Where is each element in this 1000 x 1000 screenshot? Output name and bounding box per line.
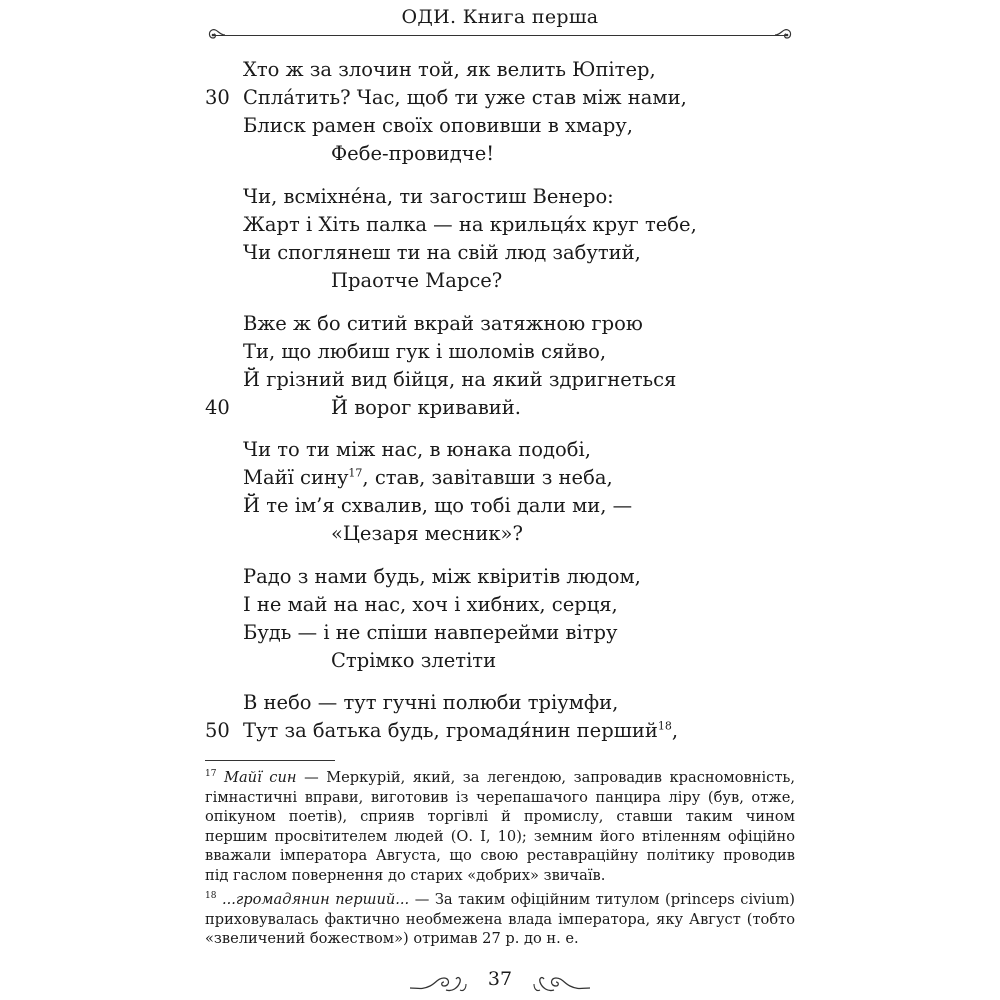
footnote-number: 17 [205,769,217,780]
poem-line [0,366,1000,394]
poem-line [0,647,1000,675]
poem-line [0,436,1000,464]
footnote-term: ...громадянин перший... [221,891,410,908]
poem-line [0,464,1000,492]
poem-line [0,56,1000,84]
footnote-ref[interactable]: 17 [348,466,363,480]
poem-line [0,338,1000,366]
poem-line [0,140,1000,168]
line-text: Блиск рамен своїх оповивши в хмару, [243,114,633,137]
line-text: Праотче Марсе? [331,269,503,292]
poem-line [0,394,1000,422]
poem-line [0,591,1000,619]
scroll-ornament-icon [205,24,227,46]
footnote-separator [205,760,335,761]
header-rule [213,35,787,36]
footnote [205,890,795,949]
poem-line [0,310,1000,338]
poem-line [0,520,1000,548]
poem-line [0,689,1000,717]
poem-line [0,267,1000,295]
poem-line [0,717,1000,745]
poem-line [0,563,1000,591]
line-number: 30 [205,86,230,109]
line-text-part: Майї сину [243,466,349,489]
line-text: Радо з нами будь, між квіритів людом, [243,565,641,588]
page-number: 37 [487,968,513,990]
line-text: Й те ім’я схвалив, що тобі дали ми, — [243,494,633,517]
line-text: Будь — і не спіши навперейми вітру [243,621,618,644]
line-text: Ти, що любиш гук і шоломів сяйво, [243,340,607,363]
line-text [243,464,613,492]
poem-line [0,112,1000,140]
header-title: ОДИ. Книга перша [401,6,599,28]
poem-line [0,492,1000,520]
line-text: Й грізний вид бійця, на який здригнеться [243,368,677,391]
line-text: Стрімко злетіти [331,649,497,672]
line-text-part: Тут за батька будь, громадя́нин перший [243,719,658,742]
line-number: 50 [205,719,230,742]
line-text: Чи споглянеш ти на свій люд забутий, [243,241,641,264]
line-text [243,717,678,745]
line-text: Вже ж бо ситий вкрай затяжною грою [243,312,643,335]
poem-line [0,619,1000,647]
line-text-part: , став, завітавши з неба, [362,466,613,489]
line-text-part: , [671,719,679,742]
page-footer [400,968,600,998]
poem-line [0,84,1000,112]
footnote-number: 18 [205,891,217,902]
line-text: І не май на нас, хоч і хибних, серця, [243,593,618,616]
line-text: Жарт і Хіть палка — на крильця́х круг тебе, [243,213,697,236]
line-number: 40 [205,396,230,419]
poem-line [0,183,1000,211]
line-text: Фебе-провидче! [331,142,495,165]
flourish-ornament-icon [532,970,592,996]
footnote-text: — За таким офіційним титулом (princeps civium) приховувалась фактично необмежена влада імператора, яку Август (тобто «звеличений божеством») отримав 27 р. до н. е. [205,891,795,948]
line-text: Й ворог кривавий. [331,396,522,419]
line-text: В небо — тут гучні полюби тріумфи, [243,691,619,714]
line-text: Спла́тить? Час, щоб ти уже став між нами, [243,86,687,109]
line-text: Хто ж за злочин той, як велить Юпітер, [243,58,656,81]
footnote-term: Майї син [224,769,297,786]
footnote-ref[interactable]: 18 [657,719,672,733]
poem-line [0,239,1000,267]
running-header [205,6,795,42]
line-text: Чи то ти між нас, в юнака подобі, [243,438,591,461]
line-text: «Цезаря месник»? [331,522,523,545]
footnote-text: — Меркурій, який, за легендою, запровадив красномовність, гімнастичні вправи, виготовив із черепашачого панцира ліру (був, отже, опікуном поетів), сприяв торгівлі й промислу, ставши таким чином першим просвітителем людей (О. І, 10); земним його втіленням офіційно вважали імператора Августа, що свою реставраційну політику проводив під гаслом повернення до старих «добрих» звичаїв. [205,769,795,884]
poem-line [0,211,1000,239]
scroll-ornament-icon [773,24,795,46]
line-text: Чи, всміхнéна, ти загостиш Венеро: [243,185,614,208]
footnote [205,768,795,886]
